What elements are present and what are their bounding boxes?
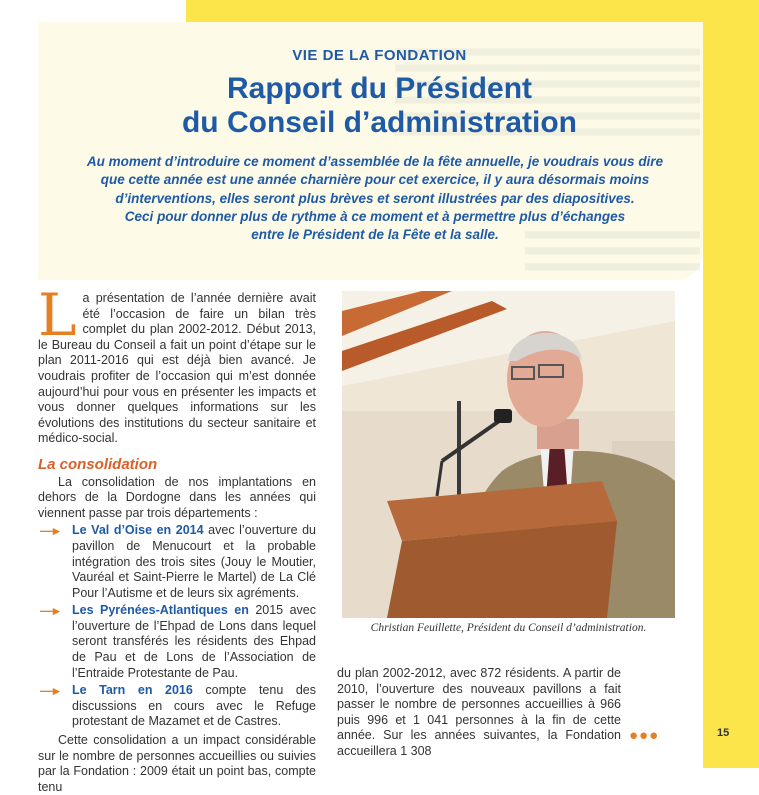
section-label: VIE DE LA FONDATION: [292, 47, 467, 64]
bullet-item: [38, 683, 316, 730]
intro-line: entre le Président de la Fête et la salle.: [251, 227, 499, 243]
arrow-icon: —▸: [40, 683, 60, 699]
opening-paragraph: [38, 281, 316, 447]
closing-left-paragraph: Cette consolidation a un impact considérable sur le nombre de personnes accueillies ou suivies par la Fondation : 2009 était un point bas, compte tenu: [38, 733, 316, 794]
title-line-2: du Conseil d’administration: [181, 106, 578, 139]
intro-line: d’interventions, elles seront plus brèves et seront illustrées par des diapositives.: [115, 190, 635, 206]
decorative-dots-icon: ●●●: [629, 727, 660, 744]
closing-right-paragraph: du plan 2002-2012, avec 872 résidents. A partir de 2010, l’ouverture des nouveaux pavillons a fait passer le nombre de personnes accueillies à 966 puis 996 et 1 041 personnes à la fin de cette année. Sur les années suivantes, la Fondation accueillera 1 308: [337, 666, 621, 758]
consolidation-intro: La consolidation de nos implantations en dehors de la Dordogne dans les années qui viennent passe par trois départements :: [38, 474, 316, 520]
bullet-text: avec l’ouverture du pavillon de Menucourt et la probable intégration des trois sites (Jouy le Moutier, Vauréal et Saint-Pierre le Martel) de La Clé Pour l’Autisme et de leurs six agréments.: [72, 523, 317, 600]
opening-text: a présentation de l’année dernière avait été l’occasion de faire un bilan très complet du plan 2002-2012. Début 2013, le Bureau du Conseil a fait un point d’étape sur le plan 2011-2016 qui est déjà bien avancé. Je voudrais profiter de l’occasion qui m’est donnée aujourd’hui pour vous en présenter les impacts et vous donner quelques informations sur les évolutions des institutions du secteur sanitaire et médico-social.: [38, 291, 316, 446]
page-number: 15: [717, 727, 730, 739]
photo-caption: Christian Feuillette, Président du Conseil d’administration.: [370, 622, 647, 634]
subheading-consolidation: La consolidation: [38, 455, 158, 473]
title-line-1: Rapport du Président: [226, 72, 533, 105]
bullet-lead: Le Val d’Oise en 2014: [72, 523, 204, 538]
president-photo: [342, 291, 675, 618]
left-column: [38, 281, 317, 795]
bullet-lead: Les Pyrénées-Atlantiques en: [72, 603, 249, 618]
arrow-icon: —▸: [40, 603, 60, 619]
intro-line: Au moment d’introduire ce moment d’assemblée de la fête annuelle, je voudrais vous dire: [86, 154, 664, 169]
drop-cap: L: [38, 281, 77, 349]
intro-paragraph: [50, 153, 700, 244]
bullet-text: 2015 avec l’ouverture de l’Ehpad de Lons dans lequel seront transférés les résidents des Ehpad de Pau et de Lons de l’Association de l’Entraide Protestante de Pau.: [72, 603, 316, 680]
intro-line: Ceci pour donner plus de rythme à ce moment et à permettre plus d’échanges: [124, 208, 626, 224]
bullet-item: [38, 523, 316, 601]
show-through-decoration: [0, 0, 759, 300]
bullet-item: [38, 603, 316, 681]
intro-line: que cette année est une année charnière pour cet exercice, il y aura désormais moins: [100, 172, 650, 188]
page-title: [0, 72, 759, 140]
bullet-lead: Le Tarn en 2016: [72, 683, 193, 698]
bullet-text: compte tenu des discussions en cours avec le Refuge protestant de Mazamet et de Castres.: [72, 683, 316, 729]
arrow-icon: —▸: [40, 523, 60, 539]
